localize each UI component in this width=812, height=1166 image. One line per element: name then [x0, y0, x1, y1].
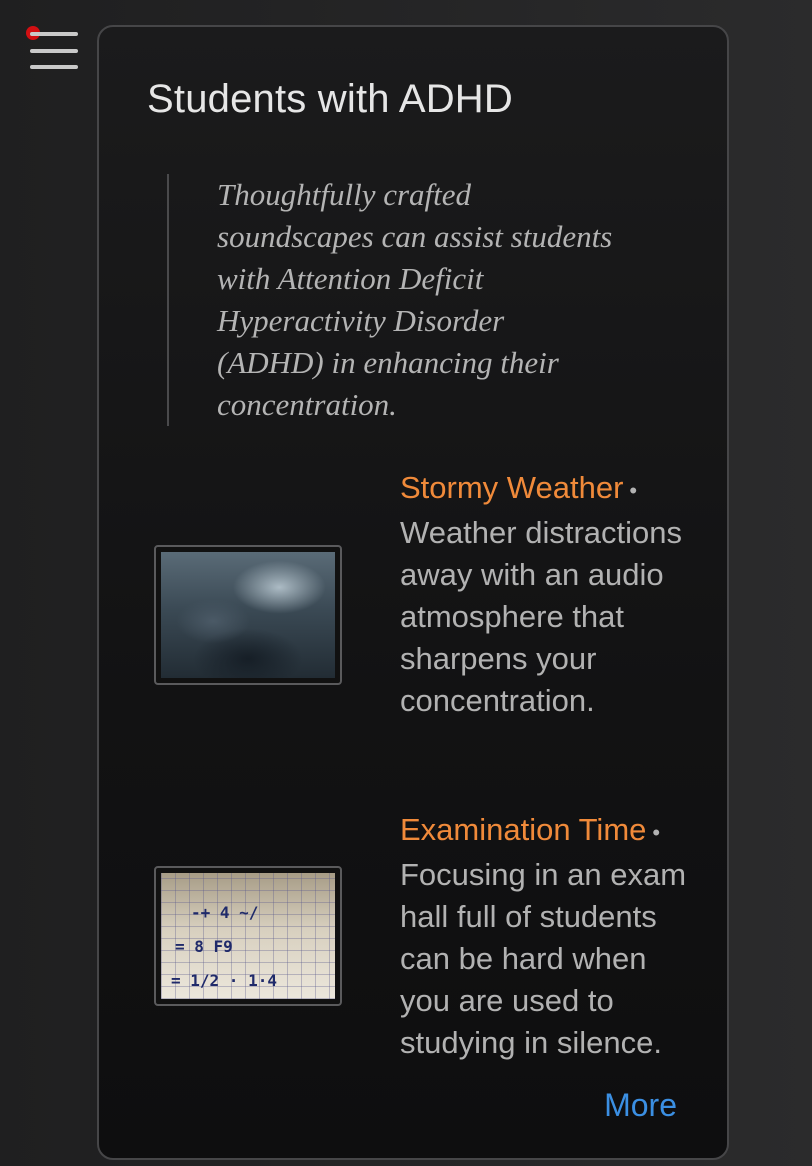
hamburger-menu-icon — [30, 32, 78, 36]
intro-quote — [167, 174, 617, 426]
intro-quote-text: Thoughtfully crafted soundscapes can assist students with Attention Deficit Hyperactivity Disorder (ADHD) in enhancing their concentration. — [217, 177, 613, 422]
stormy-weather-thumbnail[interactable] — [154, 545, 342, 685]
menu-button[interactable] — [26, 26, 82, 74]
item-separator: • — [652, 820, 661, 845]
item-description: Weather distractions away with an audio atmosphere that sharpens your concentration. — [400, 515, 682, 718]
more-link[interactable]: More — [604, 1087, 677, 1123]
examination-time-thumbnail[interactable] — [154, 866, 342, 1006]
stormy-clouds-image — [161, 552, 335, 678]
item-text — [400, 467, 700, 722]
content-card — [97, 25, 729, 1160]
hamburger-bar — [30, 49, 78, 53]
math-paper-image: -+ 4 ~/ = 8 F9 = 1/2 · 1·4 — [161, 873, 335, 999]
item-separator: • — [629, 478, 638, 503]
item-title-examination-time[interactable]: Examination Time — [400, 812, 647, 847]
item-description: Focusing in an exam hall full of students can be hard when you are used to studying in silence. — [400, 857, 687, 1060]
item-title-stormy-weather[interactable]: Stormy Weather — [400, 470, 624, 505]
hamburger-bar — [30, 65, 78, 69]
card-title: Students with ADHD — [147, 77, 513, 121]
item-text — [400, 809, 700, 1064]
